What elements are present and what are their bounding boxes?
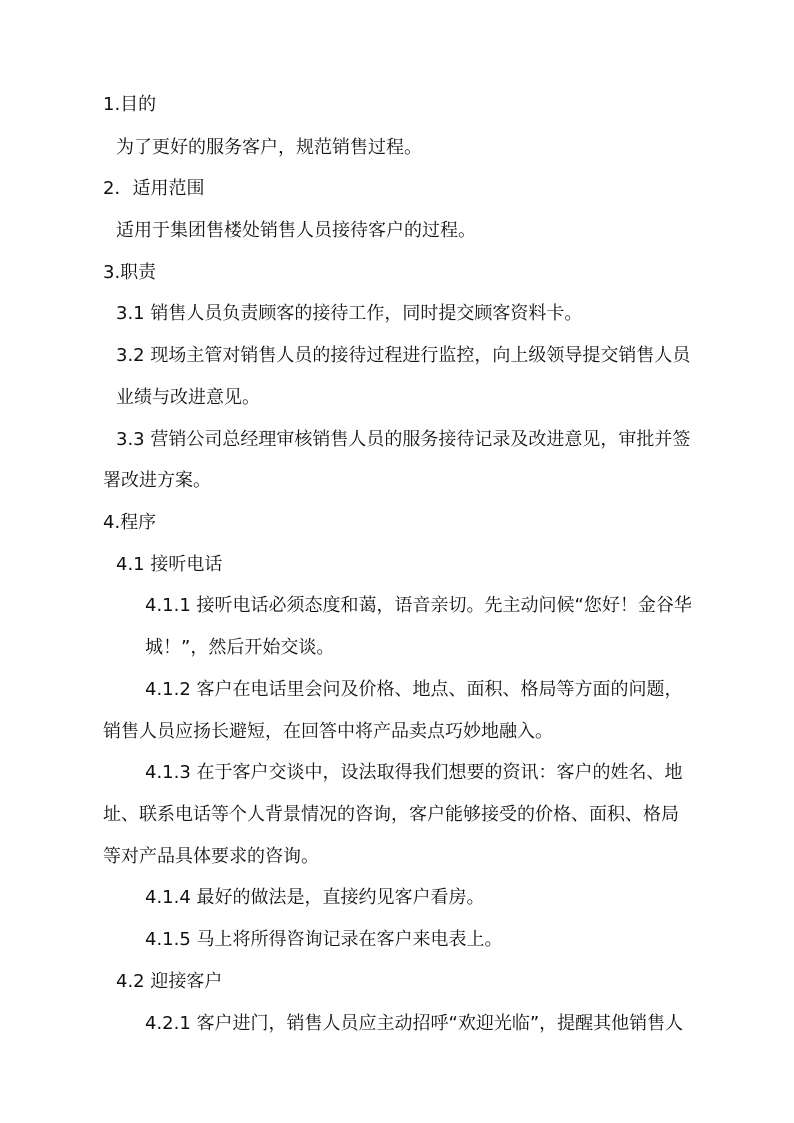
clause-4-1-3-cont-2: 等对产品具体要求的咨询。 bbox=[103, 846, 319, 867]
clause-4-1-2-cont: 销售人员应扬长避短，在回答中将产品卖点巧妙地融入。 bbox=[103, 721, 553, 742]
clause-4-1-4: 4.1.4 最好的做法是，直接约见客户看房。 bbox=[145, 887, 485, 908]
subheading-4-1: 4.1 接听电话 bbox=[116, 554, 223, 575]
heading-duties: 3.职责 bbox=[103, 262, 157, 283]
paragraph-scope: 适用于集团售楼处销售人员接待客户的过程。 bbox=[116, 220, 476, 241]
clause-3-2-cont: 业绩与改进意见。 bbox=[116, 387, 260, 408]
heading-procedure: 4.程序 bbox=[103, 512, 157, 533]
clause-3-1: 3.1 销售人员负责顾客的接待工作，同时提交顾客资料卡。 bbox=[116, 303, 583, 324]
clause-4-1-1: 4.1.1 接听电话必须态度和蔼，语音亲切。先主动问候“您好！金谷华 bbox=[145, 595, 692, 616]
clause-4-1-3-cont: 址、联系电话等个人背景情况的咨询，客户能够接受的价格、面积、格局 bbox=[103, 804, 679, 825]
heading-scope: 2．适用范围 bbox=[103, 178, 205, 199]
clause-4-1-3: 4.1.3 在于客户交谈中，设法取得我们想要的资讯：客户的姓名、地 bbox=[145, 762, 683, 783]
clause-3-2: 3.2 现场主管对销售人员的接待过程进行监控，向上级领导提交销售人员 bbox=[116, 345, 691, 366]
subheading-4-2: 4.2 迎接客户 bbox=[116, 971, 223, 992]
clause-4-1-1-cont: 城！”，然后开始交谈。 bbox=[145, 637, 335, 658]
clause-4-2-1: 4.2.1 客户进门，销售人员应主动招呼“欢迎光临”，提醒其他销售人 bbox=[145, 1013, 684, 1034]
clause-3-3-cont: 署改进方案。 bbox=[103, 470, 211, 491]
clause-4-1-5: 4.1.5 马上将所得咨询记录在客户来电表上。 bbox=[145, 929, 503, 950]
clause-4-1-2: 4.1.2 客户在电话里会问及价格、地点、面积、格局等方面的问题， bbox=[145, 679, 683, 700]
paragraph-purpose: 为了更好的服务客户，规范销售过程。 bbox=[116, 137, 422, 158]
clause-3-3: 3.3 营销公司总经理审核销售人员的服务接待记录及改进意见，审批并签 bbox=[116, 429, 691, 450]
heading-purpose: 1.目的 bbox=[103, 94, 157, 115]
